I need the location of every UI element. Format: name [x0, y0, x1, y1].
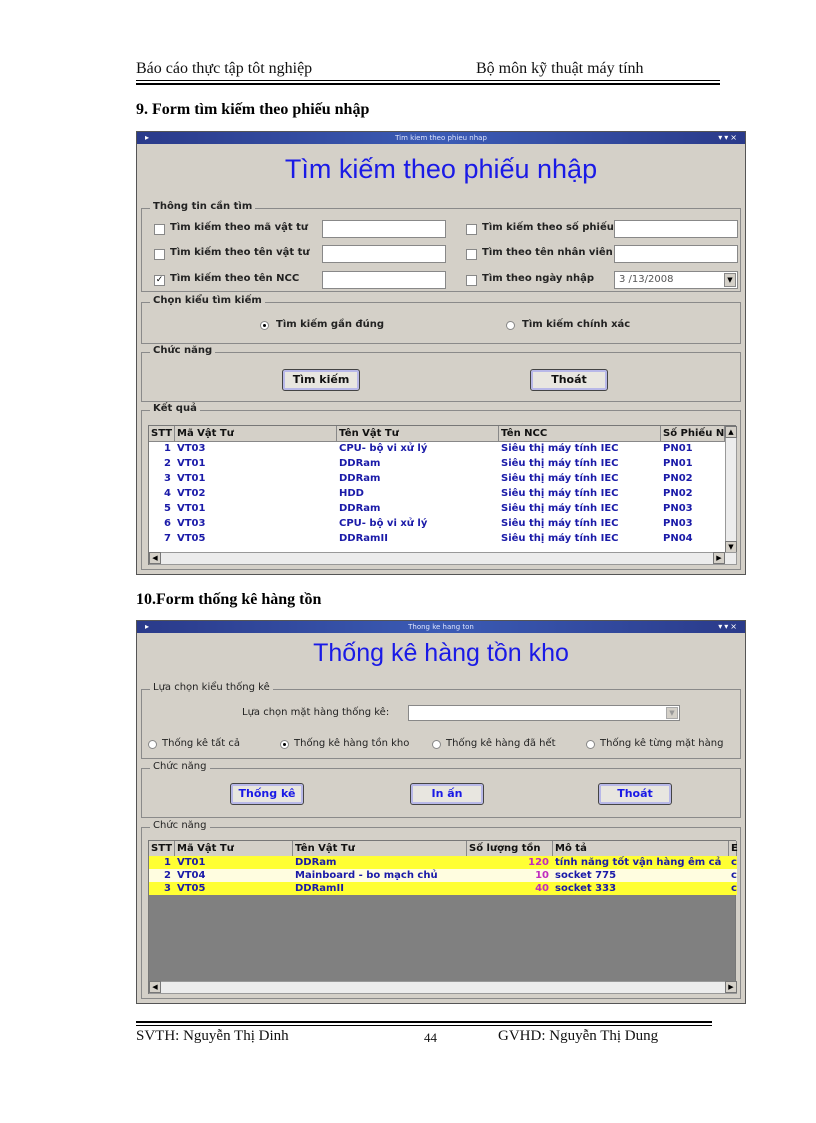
group-label: Chức năng [150, 820, 210, 831]
scroll-right-icon[interactable]: ▶ [713, 552, 725, 564]
stock-window [136, 620, 746, 1004]
search-window [136, 131, 746, 575]
grid-header [149, 841, 737, 857]
label-exact: Tìm kiếm chính xác [522, 319, 631, 330]
cell-phieu: PN03 [663, 503, 693, 514]
label-ten-ncc: Tìm kiếm theo tên NCC [170, 273, 300, 284]
radio-stat-all[interactable] [148, 740, 157, 749]
stat-type-group [141, 682, 741, 759]
cell-stt: 7 [164, 533, 171, 544]
input-ten-ncc[interactable] [322, 271, 446, 289]
cell-mo-ta: tính năng tốt vận hàng êm cả [555, 857, 722, 868]
header-rule [136, 80, 720, 81]
label-ngay-nhap: Tìm theo ngày nhập [482, 273, 595, 284]
cell-ma: VT03 [177, 518, 206, 529]
col-ten-vat-tu[interactable]: Tên Vật Tư [293, 841, 467, 856]
stock-grid[interactable] [148, 840, 736, 994]
system-menu-icon[interactable]: ▸ [145, 622, 150, 631]
header-left: Báo cáo thực tập tôt nghiệp [136, 60, 313, 77]
table-row[interactable] [149, 882, 737, 895]
label-stat-all: Thống kê tất cả [162, 738, 240, 749]
table-row[interactable] [149, 486, 725, 501]
scroll-up-icon[interactable]: ▲ [725, 426, 737, 438]
form-title: Thống kê hàng tồn kho [313, 639, 569, 667]
select-label: Lựa chọn mặt hàng thống kê: [242, 707, 390, 718]
cell-ten: DDRam [295, 857, 337, 868]
cell-ma: VT01 [177, 458, 206, 469]
cell-ten: DDRamII [339, 533, 388, 544]
cell-phieu: PN01 [663, 443, 693, 454]
label-ten-vat-tu: Tìm kiếm theo tên vật tư [170, 247, 310, 258]
exit-button[interactable]: Thoát [530, 369, 608, 391]
scroll-left-icon[interactable]: ◀ [149, 981, 161, 993]
cell-ncc: Siêu thị máy tính IEC [501, 443, 619, 454]
radio-stat-out[interactable] [432, 740, 441, 749]
footer-rule [136, 1025, 712, 1026]
item-select[interactable] [408, 705, 680, 721]
checkbox-ten-vat-tu[interactable] [154, 249, 165, 260]
result-group [141, 820, 741, 999]
function-group [141, 761, 741, 818]
col-ten-ncc[interactable]: Tên NCC [499, 426, 661, 441]
cell-ma: VT05 [177, 533, 206, 544]
window-title: Thong ke hang ton [408, 623, 474, 631]
cell-ncc: Siêu thị máy tính IEC [501, 458, 619, 469]
cell-ten: HDD [339, 488, 364, 499]
cell-stt: 3 [164, 473, 171, 484]
cell-mo-ta: socket 333 [555, 883, 617, 894]
col-so-luong-ton[interactable]: Số lượng tồn [467, 841, 553, 856]
col-so-phieu[interactable]: Số Phiếu N [663, 428, 725, 439]
cell-stt: 2 [164, 870, 171, 881]
scroll-down-icon[interactable]: ▼ [725, 541, 737, 553]
label-stat-out: Thống kê hàng đã hết [446, 738, 556, 749]
cell-ma: VT01 [177, 857, 206, 868]
cell-stt: 1 [164, 857, 171, 868]
exit-button[interactable]: Thoát [598, 783, 672, 805]
cell-ten: DDRam [339, 458, 381, 469]
cell-ma: VT03 [177, 443, 206, 454]
cell-phieu: PN02 [663, 488, 693, 499]
input-ten-vat-tu[interactable] [322, 245, 446, 263]
table-row[interactable] [149, 516, 725, 531]
checkbox-ten-nhan-vien[interactable] [466, 249, 477, 260]
label-so-phieu: Tìm kiếm theo số phiếu [482, 222, 614, 233]
cell-ten: DDRamII [295, 883, 344, 894]
group-label: Kết quả [150, 403, 200, 414]
cell-ncc: Siêu thị máy tính IEC [501, 473, 619, 484]
table-row[interactable] [149, 869, 737, 882]
cell-phieu: PN01 [663, 458, 693, 469]
result-grid[interactable] [148, 425, 736, 565]
checkbox-ngay-nhap[interactable] [466, 275, 477, 286]
cell-ncc: Siêu thị máy tính IEC [501, 488, 619, 499]
window-controls-icon[interactable]: ▾▾× [718, 133, 739, 142]
cell-ncc: Siêu thị máy tính IEC [501, 518, 619, 529]
date-value: 3 /13/2008 [619, 274, 674, 285]
input-so-phieu[interactable] [614, 220, 738, 238]
vertical-scrollbar[interactable] [725, 426, 737, 552]
input-ma-vat-tu[interactable] [322, 220, 446, 238]
search-window-titlebar [137, 132, 745, 144]
radio-exact[interactable] [506, 321, 515, 330]
cell-phieu: PN02 [663, 473, 693, 484]
header-right: Bộ môn kỹ thuật máy tính [476, 60, 644, 77]
window-controls-icon[interactable]: ▾▾× [718, 622, 739, 631]
print-button[interactable]: In ấn [410, 783, 484, 805]
checkbox-ma-vat-tu[interactable] [154, 224, 165, 235]
section10-heading: 10.Form thống kê hàng tồn [136, 591, 322, 608]
cell-ma: VT04 [177, 870, 206, 881]
search-mode-group [141, 295, 741, 344]
table-row[interactable] [149, 501, 725, 516]
cell-ten: CPU- bộ vi xử lý [339, 518, 428, 529]
cell-extra: c [731, 857, 737, 868]
label-approx: Tìm kiếm gần đúng [276, 319, 384, 330]
cell-ten: DDRam [339, 473, 381, 484]
cell-ma: VT02 [177, 488, 206, 499]
system-menu-icon[interactable]: ▸ [145, 133, 150, 142]
cell-ma: VT01 [177, 503, 206, 514]
grid-header [149, 426, 737, 442]
col-stt[interactable]: STT [149, 841, 175, 856]
cell-so-luong: 120 [528, 857, 549, 868]
table-row[interactable] [149, 471, 725, 486]
col-ma-vat-tu[interactable]: Mã Vật Tư [175, 841, 293, 856]
footer-rule-thick [136, 1021, 712, 1023]
form-title: Tìm kiếm theo phiếu nhập [284, 154, 598, 184]
label-stat-item: Thống kê từng mặt hàng [600, 738, 724, 749]
cell-so-luong: 10 [535, 870, 549, 881]
function-group [141, 345, 741, 402]
cell-ncc: Siêu thị máy tính IEC [501, 533, 619, 544]
footer-left: SVTH: Nguyễn Thị Dinh [136, 1028, 289, 1044]
dropdown-arrow-icon[interactable]: ▼ [666, 707, 678, 719]
cell-stt: 3 [164, 883, 171, 894]
radio-approx[interactable] [260, 321, 269, 330]
horizontal-scrollbar[interactable] [149, 552, 737, 565]
group-label: Lựa chọn kiểu thống kê [150, 682, 273, 693]
cell-ten: CPU- bộ vi xử lý [339, 443, 428, 454]
cell-phieu: PN04 [663, 533, 693, 544]
col-mo-ta[interactable]: Mô tả [553, 841, 729, 856]
page-number: 44 [424, 1030, 437, 1045]
table-row[interactable] [149, 856, 737, 869]
col-extra[interactable]: E [731, 843, 738, 854]
checkbox-ten-ncc[interactable]: ✓ [155, 275, 164, 285]
input-ten-nhan-vien[interactable] [614, 245, 738, 263]
table-row[interactable] [149, 531, 725, 546]
cell-ten: DDRam [339, 503, 381, 514]
cell-stt: 2 [164, 458, 171, 469]
scroll-right-icon[interactable]: ▶ [725, 981, 737, 993]
cell-stt: 1 [164, 443, 171, 454]
stat-button[interactable]: Thống kê [230, 783, 304, 805]
col-ma-vat-tu[interactable]: Mã Vật Tư [175, 426, 337, 441]
table-row[interactable] [149, 441, 725, 456]
stock-window-titlebar [137, 621, 745, 633]
group-label: Chọn kiểu tìm kiếm [150, 295, 265, 306]
date-picker[interactable] [614, 271, 738, 289]
radio-stat-stock[interactable] [280, 740, 289, 749]
radio-stat-item[interactable] [586, 740, 595, 749]
cell-stt: 4 [164, 488, 171, 499]
col-stt[interactable]: STT [149, 426, 175, 441]
header-rule-thick [136, 83, 720, 85]
cell-extra: c [731, 870, 737, 881]
dropdown-arrow-icon[interactable]: ▼ [724, 273, 736, 287]
search-info-group [141, 201, 741, 292]
result-group [141, 403, 741, 570]
label-ten-nhan-vien: Tìm theo tên nhân viên [482, 247, 613, 258]
cell-extra: c [731, 883, 737, 894]
cell-so-luong: 40 [535, 883, 549, 894]
checkbox-so-phieu[interactable] [466, 224, 477, 235]
cell-stt: 5 [164, 503, 171, 514]
group-label: Chức năng [150, 761, 210, 772]
window-title: Tim kiem theo phieu nhap [395, 134, 487, 142]
cell-ncc: Siêu thị máy tính IEC [501, 503, 619, 514]
horizontal-scrollbar[interactable] [149, 981, 737, 994]
footer-right: GVHD: Nguyễn Thị Dung [498, 1028, 659, 1044]
cell-ma: VT05 [177, 883, 206, 894]
cell-stt: 6 [164, 518, 171, 529]
label-ma-vat-tu: Tìm kiếm theo mã vật tư [170, 222, 309, 233]
cell-phieu: PN03 [663, 518, 693, 529]
section9-heading: 9. Form tìm kiếm theo phiếu nhập [136, 101, 370, 118]
col-ten-vat-tu[interactable]: Tên Vật Tư [337, 426, 499, 441]
scroll-left-icon[interactable]: ◀ [149, 552, 161, 564]
cell-mo-ta: socket 775 [555, 870, 617, 881]
search-button[interactable]: Tìm kiếm [282, 369, 360, 391]
label-stat-stock: Thống kê hàng tồn kho [294, 738, 410, 749]
table-row[interactable] [149, 456, 725, 471]
cell-ten: Mainboard - bo mạch chủ [295, 870, 438, 881]
group-label: Thông tin cần tìm [150, 201, 255, 212]
group-label: Chức năng [150, 345, 215, 356]
cell-ma: VT01 [177, 473, 206, 484]
